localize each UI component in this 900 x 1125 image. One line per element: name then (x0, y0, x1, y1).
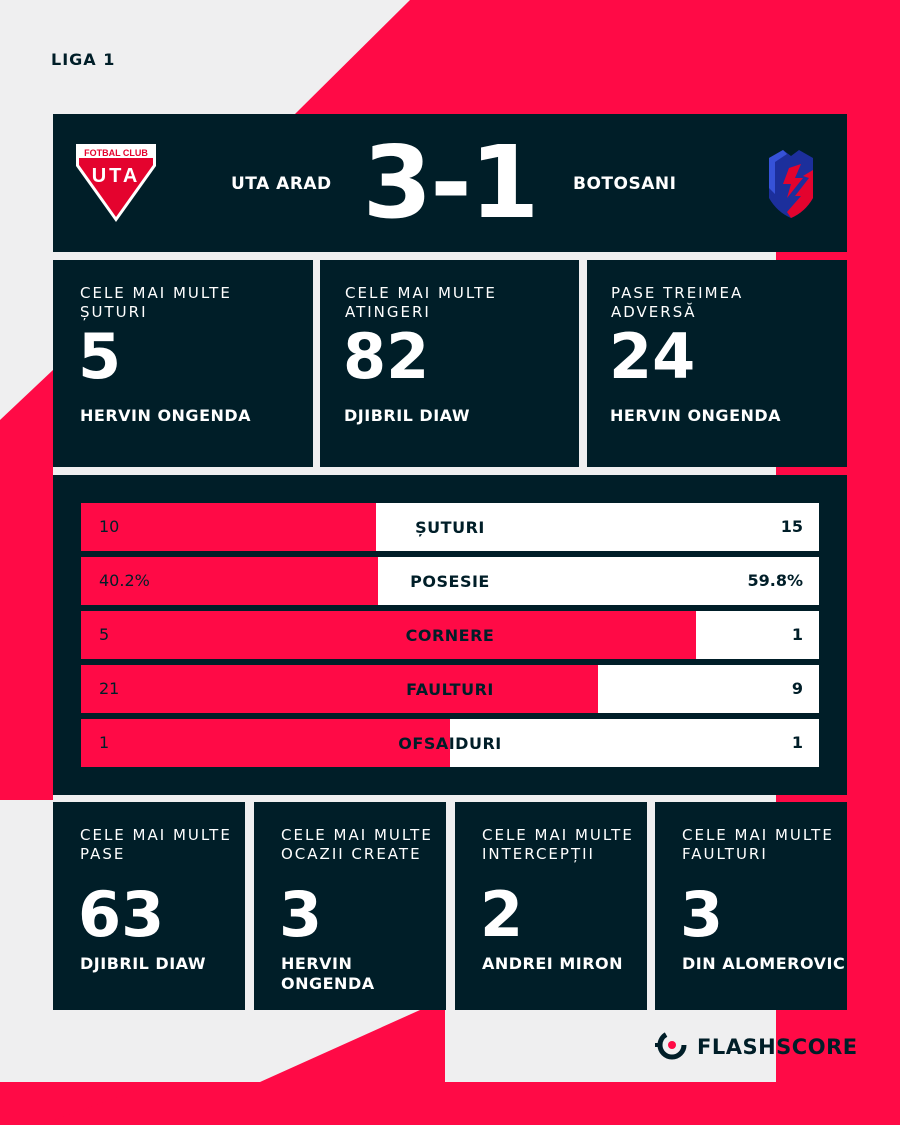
card-label: PASE TREIMEA ADVERSĂ (611, 284, 744, 321)
card-label: CELE MAI MULTE ATINGERI (345, 284, 497, 321)
flashscore-wordmark: FLASHSCORE (697, 1035, 858, 1059)
card-value: 63 (78, 878, 165, 951)
stat-home-value: 10 (99, 517, 120, 536)
card-player: DIN ALOMEROVIC (682, 954, 846, 973)
stat-label: ȘUTURI (415, 518, 485, 537)
card-most-fouls (655, 802, 847, 1010)
card-label: CELE MAI MULTE PASE (80, 826, 232, 863)
stat-label: CORNERE (405, 626, 495, 645)
away-team-name: BOTOSANI (573, 174, 677, 194)
uta-logo-letters: UTA (91, 165, 141, 187)
card-player: ANDREI MIRON (482, 954, 624, 973)
league-title: LIGA 1 (51, 50, 116, 69)
stat-home-value: 5 (99, 625, 110, 644)
card-value: 3 (680, 878, 724, 951)
stat-label: FAULTURI (406, 680, 494, 699)
card-value: 24 (609, 320, 696, 393)
card-most-interceptions (455, 802, 647, 1010)
card-value: 82 (343, 320, 430, 393)
card-player: DJIBRIL DIAW (80, 954, 206, 973)
card-most-passes (53, 802, 245, 1010)
card-label: CELE MAI MULTE ȘUTURI (80, 284, 232, 321)
card-player: DJIBRIL DIAW (344, 406, 470, 425)
match-score: 3-1 (362, 124, 538, 241)
card-most-chances-created (254, 802, 446, 1010)
flashscore-icon (655, 1028, 689, 1062)
card-label: CELE MAI MULTE INTERCEPȚII (482, 826, 634, 863)
stat-bar-shots (81, 503, 819, 551)
stat-label: OFSAIDURI (398, 734, 502, 753)
stat-away-value: 9 (791, 679, 803, 698)
stat-label: POSESIE (410, 572, 490, 591)
uta-logo-caption: FOTBAL CLUB (84, 148, 148, 158)
stat-away-value: 59.8% (747, 571, 803, 590)
stat-bar-offsides (81, 719, 819, 767)
card-player: HERVIN ONGENDA (80, 406, 252, 425)
card-player: HERVIN ONGENDA (610, 406, 782, 425)
botosani-logo (765, 148, 817, 220)
home-team-name: UTA ARAD (231, 174, 332, 194)
card-final-third-passes (587, 260, 847, 467)
stat-bar-fouls (81, 665, 819, 713)
stat-away-value: 1 (791, 625, 803, 644)
stat-bar-corners (81, 611, 819, 659)
card-most-touches (320, 260, 579, 467)
card-label: CELE MAI MULTE FAULTURI (682, 826, 834, 863)
card-most-shots (53, 260, 313, 467)
stat-home-value: 1 (99, 733, 110, 752)
card-value: 5 (78, 320, 122, 393)
card-label: CELE MAI MULTE OCAZII CREATE (281, 826, 433, 863)
stat-bar-possession (81, 557, 819, 605)
uta-arad-logo (74, 142, 158, 224)
card-value: 3 (279, 878, 323, 951)
stat-home-value: 40.2% (99, 571, 150, 590)
stat-home-value: 21 (99, 679, 120, 698)
card-value: 2 (480, 878, 524, 951)
stat-away-value: 1 (791, 733, 803, 752)
stat-away-value: 15 (780, 517, 803, 536)
card-player: HERVIN ONGENDA (281, 954, 375, 993)
